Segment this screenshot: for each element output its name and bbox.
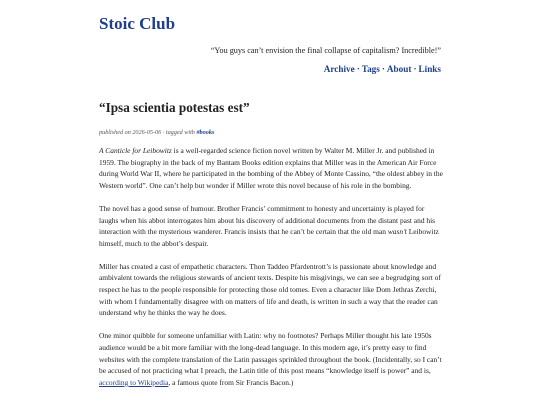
paragraph-2-text-b: Leibowitz himself, much to the abbot’s despair. — [99, 227, 439, 248]
nav-tags[interactable]: Tags — [361, 64, 380, 74]
emphasis: wasn’t — [387, 227, 407, 237]
nav-links[interactable]: Links — [418, 64, 441, 74]
nav-separator: · — [381, 64, 385, 74]
site-title-link[interactable]: Stoic Club — [99, 14, 176, 33]
site-tagline: “You guys can’t envision the final collapse of capitalism? Incredible!” — [210, 46, 441, 55]
book-title: A Canticle for Leibowitz — [99, 146, 172, 155]
paragraph-4-text-a: One minor quibble for someone unfamiliar with Latin: why no footnotes? Perhaps Miller thought his late 1950s audience would be a bit more familiar with the long-dead language. In this modern age, it’s pretty easy to find websites with the complete translation of the Latin passages sprinkled throughout the book. (Incidentally, so I can’t be accused of not practicing what I preach, the Latin title of this post means “knowledge itself is power” and is, — [99, 331, 442, 376]
paragraph-2 — [99, 203, 444, 250]
paragraph-2-text-a: The novel has a good sense of humour. Brother Francis’ commitment to honesty and uncertainty is played for laughs when his abbot interrogates him about his discovery of additional documents from the distant past and his interaction with the mysterious wanderer. Francis insists that he can’t be certain that the old man — [99, 203, 436, 237]
paragraph-1 — [99, 145, 444, 192]
post-meta — [99, 129, 214, 136]
post-meta-text: published on 2026-05-06 · tagged with — [99, 129, 197, 136]
nav-archive[interactable]: Archive — [323, 64, 355, 74]
paragraph-3: Miller has created a cast of empathetic characters. Thon Taddeo Pfardentrott’s is passionate about knowledge and ambivalent towards the religious stewards of ancient texts. Despite his misgivings, we can see a begrudging sort of respect he has to the people responsible for protecting those old tomes. Even a character like Dom Jethras Zerchi, with whom I fundamentally disagree with on matters of life and death, is written in such a way that the reader can understand why he thinks the way he does. — [99, 261, 441, 318]
site-nav — [324, 64, 441, 74]
tag-link-books[interactable]: #books — [196, 129, 215, 136]
post-content — [99, 145, 444, 400]
paragraph-4-text-b: , a famous quote from Sir Francis Bacon.) — [168, 377, 294, 387]
paragraph-1-text: is a well-regarded science fiction novel written by Walter M. Miller Jr. and published in 1959. The biography in the back of my Bantam Books edition explains that Miller was in the American Air Force during World War II, where he participated in the bombing of the Abbey of Monte Cassino, “the oldest abbey in the Western world”. One can’t help but wonder if Miller wrote this novel because of his role in the bombing. — [99, 146, 443, 191]
wikipedia-link[interactable]: according to Wikipedia — [99, 377, 169, 387]
post-title: “Ipsa scientia potestas est” — [99, 100, 250, 115]
nav-about[interactable]: About — [386, 64, 412, 74]
nav-separator: · — [356, 64, 360, 74]
nav-separator: · — [413, 64, 417, 74]
paragraph-4 — [99, 330, 444, 389]
